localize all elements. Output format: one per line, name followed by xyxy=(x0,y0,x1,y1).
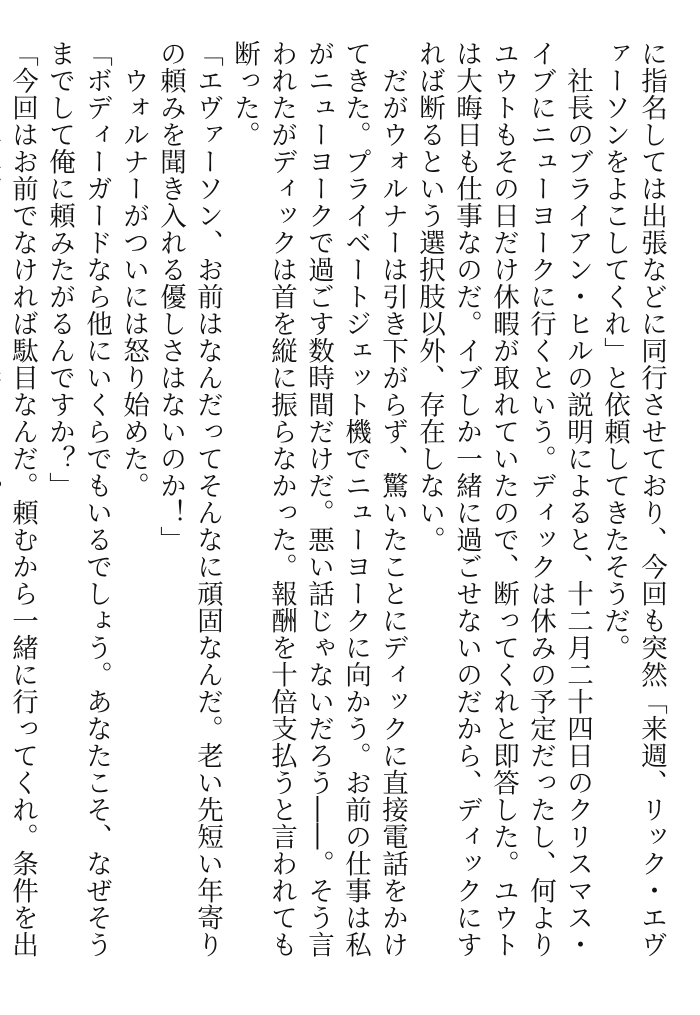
paragraph-1: に指名しては出張などに同行させており、今回も突然「来週、リック・エヴァーソンをよこしてくれ」と依頼してきたそうだ。 xyxy=(599,40,667,958)
vertical-text-body xyxy=(7,40,670,980)
paragraph-7: 「今回はお前でなければ駄目なんだ。頼むから一緒に行ってくれ。条件を出 xyxy=(7,40,38,958)
paragraph-3: だがウォルナーは引き下がらず、驚いたことにディックに直接電話をかけてきた。プライベートジェット機でニューヨークに向かう。お前の仕事は私がニューヨークで過ごす数時間だけだ。悪い話じゃないだろう――。そう言われたがディックは首を縦に振らなかった。報酬を十倍支払うと言われても断った。 xyxy=(229,40,408,958)
paragraph-2: 社長のブライアン・ヒルの説明によると、十二月二十四日のクリスマス・イブにニューヨークに行くという。ディックは休みの予定だったし、何よりユウトもその日だけ休暇が取れていたので、断ってくれと即答した。ユウトは大晦日も仕事なのだ。イブしか一緒に過ごせないのだから、ディックにすれば断るという選択肢以外、存在しない。 xyxy=(414,40,593,958)
paragraph-5: ウォルナーがついには怒り始めた。 xyxy=(118,66,149,499)
paragraph-4: 「エヴァーソン、お前はなんだってそんなに頑固なんだ。老い先短い年寄りの頼みを聞き入れる優しさはないのか！」 xyxy=(155,40,223,958)
paragraph-6: 「ボディーガードなら他にいくらでもいるでしょう。あなたこそ、なぜそうまでして俺に頼みたがるんですか？」 xyxy=(44,40,112,958)
